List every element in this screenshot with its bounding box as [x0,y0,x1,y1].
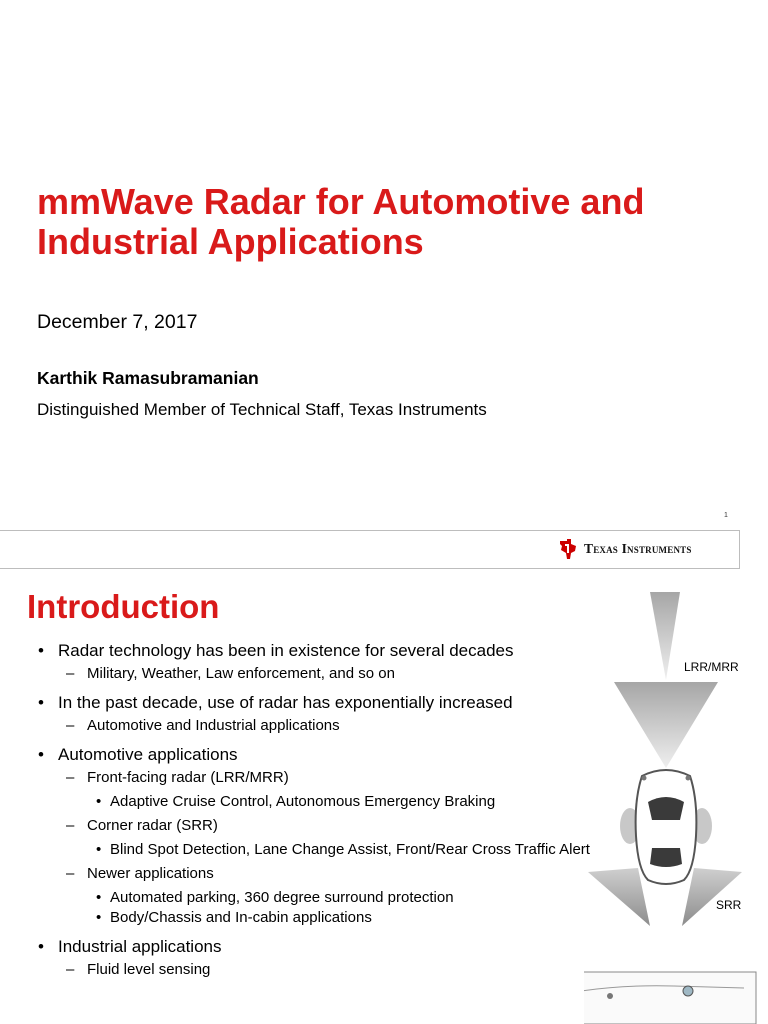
presentation-title [37,182,737,262]
car-icon [620,770,712,884]
sub-bullet-item: – Corner radar (SRR) [37,816,597,836]
sub-bullet-item: – Newer applications [37,864,597,884]
mid-range-beam [614,682,718,768]
title-line-2: Industrial Applications [37,221,424,262]
author-affiliation: Distinguished Member of Technical Staff, Texas Instruments [37,400,487,419]
title-line-1: mmWave Radar for Automotive and [37,181,645,222]
label-corner-radar: SRR [716,898,742,912]
bullet-list [37,638,597,980]
presentation-date: December 7, 2017 [37,311,198,333]
slide-title: Introduction [27,588,220,625]
label-front-radar: LRR/MRR [684,660,739,674]
corner-radar-beam-right [682,868,742,926]
sub-sub-bullet-item: • Automated parking, 360 degree surround protection [37,888,597,908]
author-name: Karthik Ramasubramanian [37,368,259,388]
corner-radar-beam-left [588,868,650,926]
factory-line-illustration [584,972,756,1024]
sub-bullet-item: – Military, Weather, Law enforcement, and so on [37,664,597,684]
radar-coverage-diagram [584,588,768,1024]
long-range-beam [650,592,680,680]
sub-bullet-item: – Automotive and Industrial applications [37,716,597,736]
sub-bullet-item: – Fluid level sensing [37,960,597,980]
texas-instruments-logo-icon [558,538,578,560]
sub-sub-bullet-item: • Blind Spot Detection, Lane Change Assist, Front/Rear Cross Traffic Alert [37,840,597,860]
bullet-item: • In the past decade, use of radar has exponentially increased [37,690,597,716]
bullet-item: • Radar technology has been in existence for several decades [37,638,597,664]
sub-sub-bullet-item: • Body/Chassis and In-cabin applications [37,908,597,928]
sub-bullet-item: – Front-facing radar (LRR/MRR) [37,768,597,788]
texas-instruments-logo [558,538,692,560]
bullet-item: • Industrial applications [37,934,597,960]
page-number: 1 [724,512,728,519]
logo-wordmark: Texas Instruments [584,541,692,556]
bullet-item: • Automotive applications [37,742,597,768]
sub-sub-bullet-item: • Adaptive Cruise Control, Autonomous Emergency Braking [37,792,597,812]
